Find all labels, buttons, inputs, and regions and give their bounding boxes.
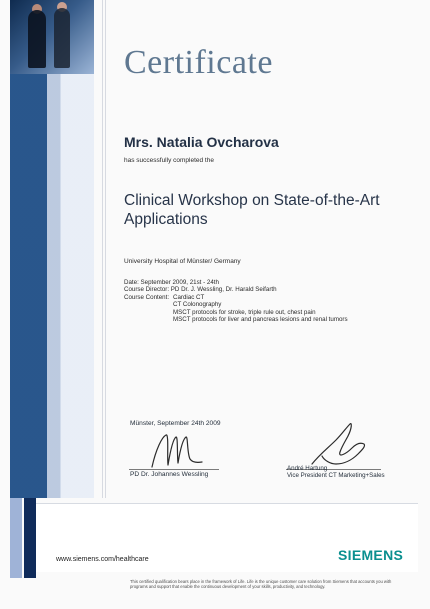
footer-accent-bar (10, 498, 22, 578)
right-signatory-name: André Hartung (287, 465, 328, 472)
left-signatory-name: PD Dr. Johannes Wessling (130, 471, 209, 478)
completion-statement: has successfully completed the (124, 157, 214, 164)
right-signatory (287, 465, 385, 479)
course-date: Date: September 2009, 21st - 24th (124, 279, 219, 286)
course-content-row (124, 294, 404, 301)
signature-line (129, 469, 219, 470)
course-content-label: Course Content: (124, 293, 170, 301)
footer-accent-bar (24, 498, 36, 578)
vertical-lines-decoration (102, 0, 108, 498)
left-signature-icon (146, 429, 206, 473)
recipient-name: Mrs. Natalia Ovcharova (124, 134, 279, 150)
course-title: Clinical Workshop on State-of-the-Art Applications (124, 192, 380, 228)
right-signatory-title: Vice President CT Marketing+Sales (287, 472, 385, 479)
course-location: University Hospital of Münster/ Germany (124, 258, 241, 265)
course-content-item: Cardiac CT (173, 293, 205, 301)
header-photo (10, 0, 94, 74)
siemens-logo: SIEMENS (338, 547, 404, 563)
course-content-item: MSCT protocols for stroke, triple rule out, chest pain (173, 308, 316, 316)
right-signature-icon (302, 418, 374, 470)
person-figure-icon (28, 10, 46, 68)
course-content-item: CT Colonography (173, 301, 222, 309)
course-director: Course Director: PD Dr. J. Wessling, Dr. Harald Seifarth (124, 286, 277, 294)
course-content-item: MSCT protocols for liver and pancreas lesions and renal tumors (173, 316, 348, 324)
left-decorative-stripe (10, 0, 94, 498)
footer-legal-text: This certified qualification bears place in the framework of Life. Life is the unique customer care solution from Siemens that accounts you with programs and support that enable the continuous development of your skills, productivity, and technology. (130, 579, 392, 589)
person-figure-icon (54, 8, 70, 68)
footer-url: www.siemens.com/healthcare (56, 556, 149, 563)
certificate-title: Certificate (124, 44, 273, 81)
course-details (124, 279, 404, 323)
signing-city-date: Münster, September 24th 2009 (130, 420, 221, 427)
